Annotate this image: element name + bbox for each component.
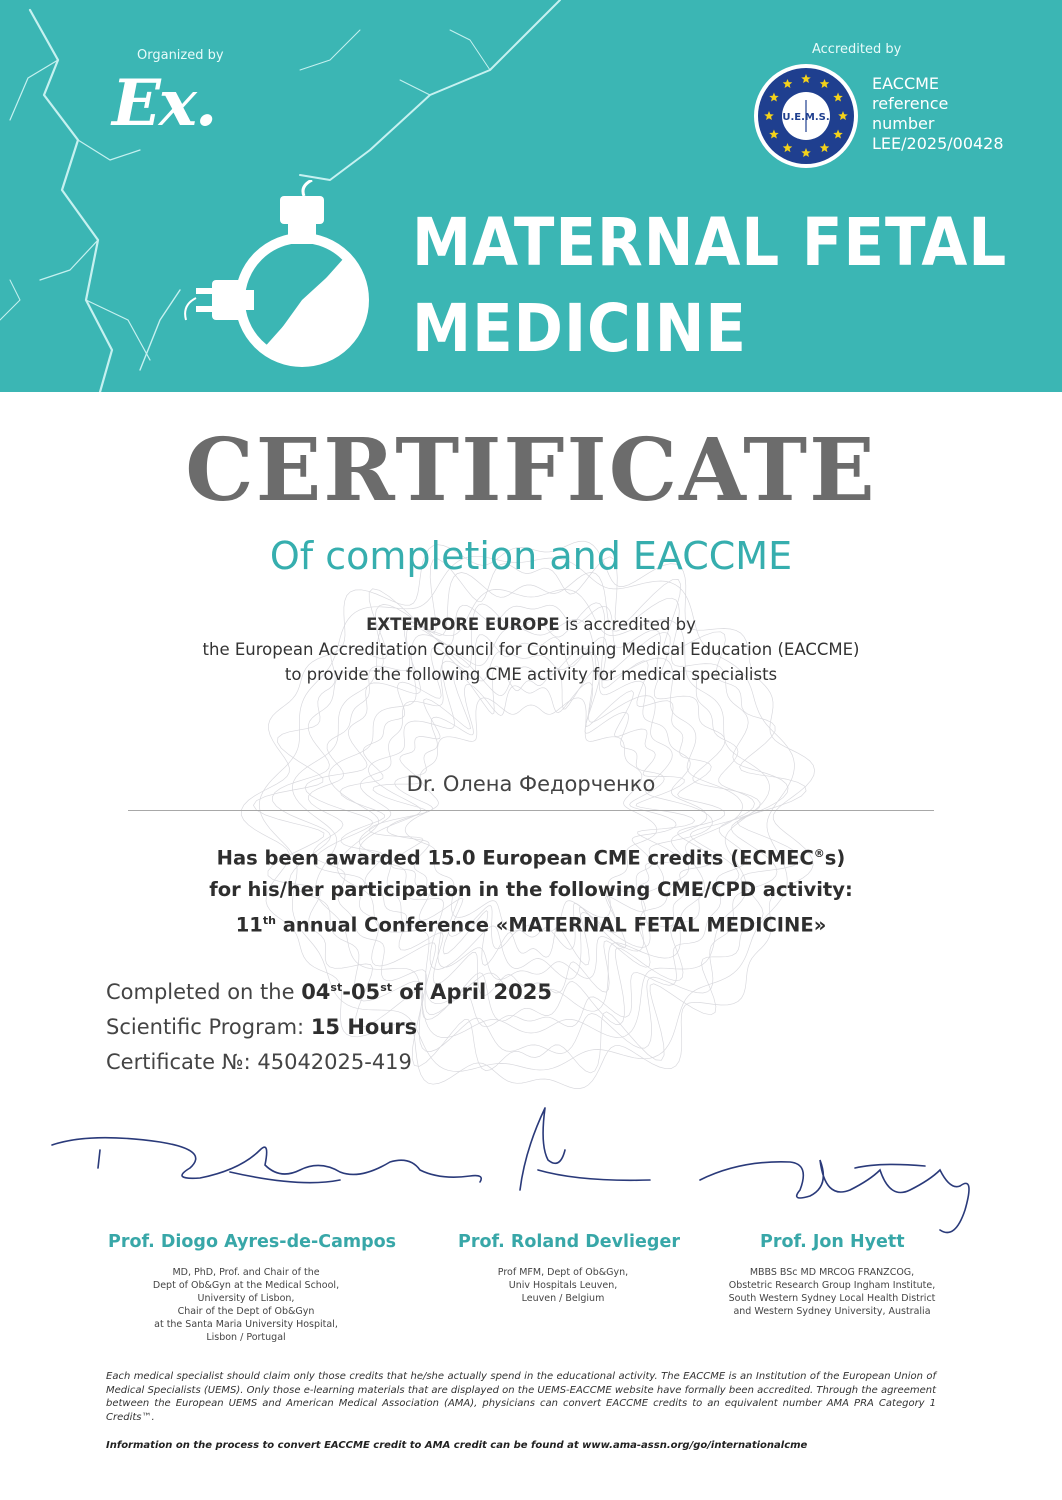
edition-suffix: th [262, 913, 276, 927]
signatory-name-ayres: Prof. Diogo Ayres-de-Campos [108, 1232, 397, 1252]
organized-by-label: Organized by [137, 48, 224, 63]
award-line2: for his/her participation in the following CME/CPD activity: [209, 877, 853, 901]
uems-seal-icon [752, 62, 860, 170]
name-underline [128, 810, 934, 811]
eaccme-reference [872, 74, 1004, 154]
program-label: Scientific Program: [106, 1015, 311, 1039]
signatures [0, 1090, 1062, 1240]
date-month-year: of April 2025 [392, 980, 552, 1004]
accredited-org: EXTEMPORE EUROPE [366, 615, 560, 634]
program-hours: 15 Hours [310, 1015, 418, 1039]
extempore-logo: Ex. [112, 66, 216, 141]
conference-name: annual Conference «MATERNAL FETAL MEDICINE» [275, 913, 827, 936]
signature-ayres-de-campos [52, 1138, 481, 1183]
credential-line: and Western Sydney University, Australia [733, 1306, 931, 1317]
credential-line: Univ Hospitals Leuven, [508, 1280, 618, 1291]
date-day2: -05 [342, 980, 381, 1004]
header-banner [0, 0, 1062, 392]
credential-line: Leuven / Belgium [521, 1293, 605, 1304]
accreditation-line2: the European Accreditation Council for Continuing Medical Education (EACCME) [202, 640, 860, 659]
stopwatch-icon [182, 180, 372, 370]
credential-line: at the Santa Maria University Hospital, [154, 1319, 338, 1330]
award-line1-end: s) [824, 846, 846, 870]
eaccme-ref-line: number [872, 114, 935, 133]
certificate-title: CERTIFICATE [185, 420, 877, 521]
award-line1: Has been awarded 15.0 European CME credits (ECMEC [216, 846, 814, 870]
credential-line: Chair of the Dept of Ob&Gyn [177, 1306, 315, 1317]
recipient-name: Dr. Олена Федорченко [406, 772, 656, 796]
credential-line: Lisbon / Portugal [206, 1332, 286, 1343]
credential-line: Dept of Ob&Gyn at the Medical School, [152, 1280, 340, 1291]
signature-hyett [700, 1160, 969, 1233]
title-line: MATERNAL FETAL [412, 204, 1008, 281]
conference-title [412, 200, 1007, 372]
accredited-by-label: Accredited by [812, 42, 902, 57]
certificate-subtitle: Of completion and EACCME [269, 534, 793, 578]
eaccme-ref-line: reference [872, 94, 949, 113]
certificate-number-label: Certificate №: [106, 1050, 258, 1074]
signature-devlieger [520, 1108, 650, 1190]
signatory-name-hyett: Prof. Jon Hyett [760, 1232, 905, 1252]
cme-disclaimer: Each medical specialist should claim only those credits that he/she actually spend in the educational activity. The EACCME is an Institution of the European Union of Medical Specialists (UEMS). Only those e-learning materials that are displayed on the UEMS-EACCME website have formally been accredited. Through the agreement between the European UEMS and American Medical Association (AMA), physicians can convert EACCME credits to an equivalent number AMA PRA Category 1 Credits™. [106, 1371, 936, 1423]
accreditation-statement [0, 612, 1062, 687]
credential-line: Obstetric Research Group Ingham Institute, [728, 1280, 936, 1291]
signatory-name-devlieger: Prof. Roland Devlieger [458, 1232, 680, 1252]
accreditation-line1: is accredited by [559, 615, 696, 634]
credential-line: MBBS BSc MD MRCOG FRANZCOG, [749, 1267, 915, 1278]
date-day1: 04 [301, 980, 331, 1004]
accreditation-line3: to provide the following CME activity for medical specialists [284, 665, 778, 684]
date-sup2: st [380, 981, 392, 994]
registered-mark: ® [813, 847, 825, 860]
guilloche-line [340, 635, 725, 996]
signatory-credentials-ayres [136, 1266, 356, 1344]
credential-line: MD, PhD, Prof. and Chair of the [172, 1267, 320, 1278]
seal-text: U.E.M.S. [782, 112, 830, 123]
title-line: MEDICINE [412, 290, 747, 367]
signatory-credentials-devlieger [460, 1266, 666, 1305]
ama-conversion-info: Information on the process to convert EACCME credit to AMA credit can be found at www.ama-assn.org/go/internationalcme [106, 1440, 808, 1451]
credential-line: University of Lisbon, [197, 1293, 295, 1304]
eaccme-ref-number: LEE/2025/00428 [872, 134, 1004, 153]
signatory-credentials-hyett [722, 1266, 942, 1318]
award-statement [0, 838, 1062, 940]
date-sup1: st [330, 981, 343, 994]
edition-number: 11 [235, 913, 263, 936]
credential-line: Prof MFM, Dept of Ob&Gyn, [497, 1267, 629, 1278]
certificate-number: 45042025-419 [257, 1050, 412, 1074]
certificate-details [106, 970, 552, 1080]
completed-label: Completed on the [106, 980, 302, 1004]
credential-line: South Western Sydney Local Health District [728, 1293, 936, 1304]
eaccme-ref-line: EACCME [872, 74, 940, 93]
